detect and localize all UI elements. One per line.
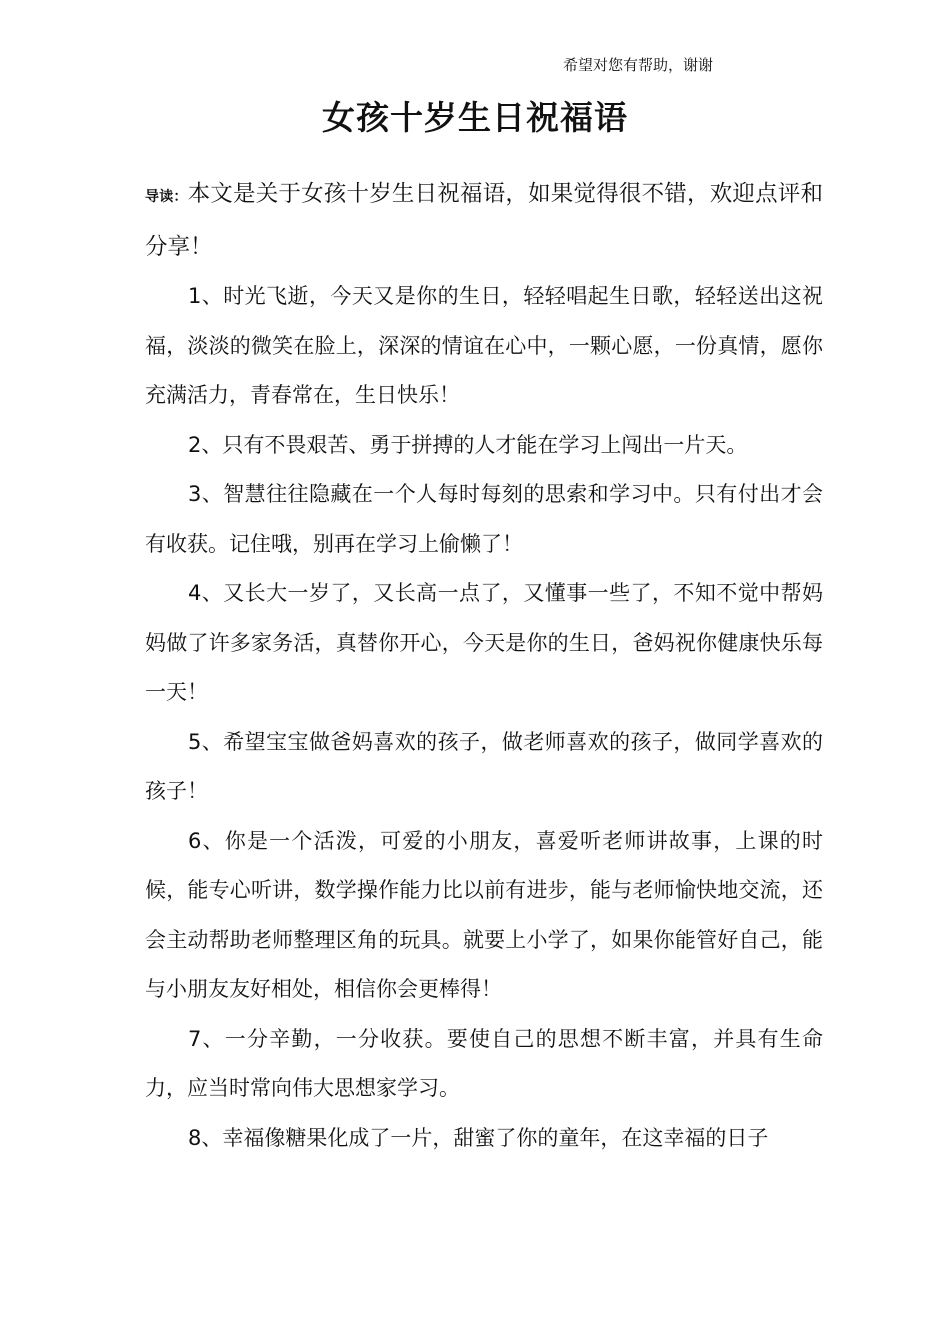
wish-item-3: 3、智慧往往隐藏在一个人每时每刻的思索和学习中。只有付出才会有收获。记住哦，别再在学习上偷懒了！ (145, 482, 823, 556)
header-note: 希望对您有帮助，谢谢 (563, 56, 714, 74)
wish-item-4: 4、又长大一岁了，又长高一点了，又懂事一些了，不知不觉中帮妈妈做了许多家务活，真替你开心，今天是你的生日，爸妈祝你健康快乐每一天！ (145, 581, 823, 704)
document-body (145, 170, 823, 1163)
wish-item-2: 2、只有不畏艰苦、勇于拼搏的人才能在学习上闯出一片天。 (188, 432, 748, 457)
intro-label: 导读： (145, 189, 188, 205)
wish-item-7: 7、一分辛勤，一分收获。要使自己的思想不断丰富，并具有生命力，应当时常向伟大思想家学习。 (145, 1026, 823, 1100)
document-title: 女孩十岁生日祝福语 (322, 98, 628, 137)
wish-item-6: 6、你是一个活泼，可爱的小朋友，喜爱听老师讲故事，上课的时候，能专心听讲，数学操作能力比以前有进步，能与老师愉快地交流，还会主动帮助老师整理区角的玩具。就要上小学了，如果你能管好自己，能与小朋友友好相处，相信你会更棒得！ (145, 828, 823, 1001)
wish-item-5: 5、希望宝宝做爸妈喜欢的孩子，做老师喜欢的孩子，做同学喜欢的孩子！ (145, 729, 823, 803)
wish-item-1: 1、时光飞逝，今天又是你的生日，轻轻唱起生日歌，轻轻送出这祝福，淡淡的微笑在脸上，深深的情谊在心中，一颗心愿，一份真情，愿你充满活力，青春常在，生日快乐！ (145, 284, 823, 407)
wish-item-8: 8、幸福像糖果化成了一片，甜蜜了你的童年，在这幸福的日子 (188, 1125, 769, 1150)
intro-paragraph (145, 170, 823, 272)
intro-text: 本文是关于女孩十岁生日祝福语，如果觉得很不错，欢迎点评和分享！ (145, 181, 823, 260)
